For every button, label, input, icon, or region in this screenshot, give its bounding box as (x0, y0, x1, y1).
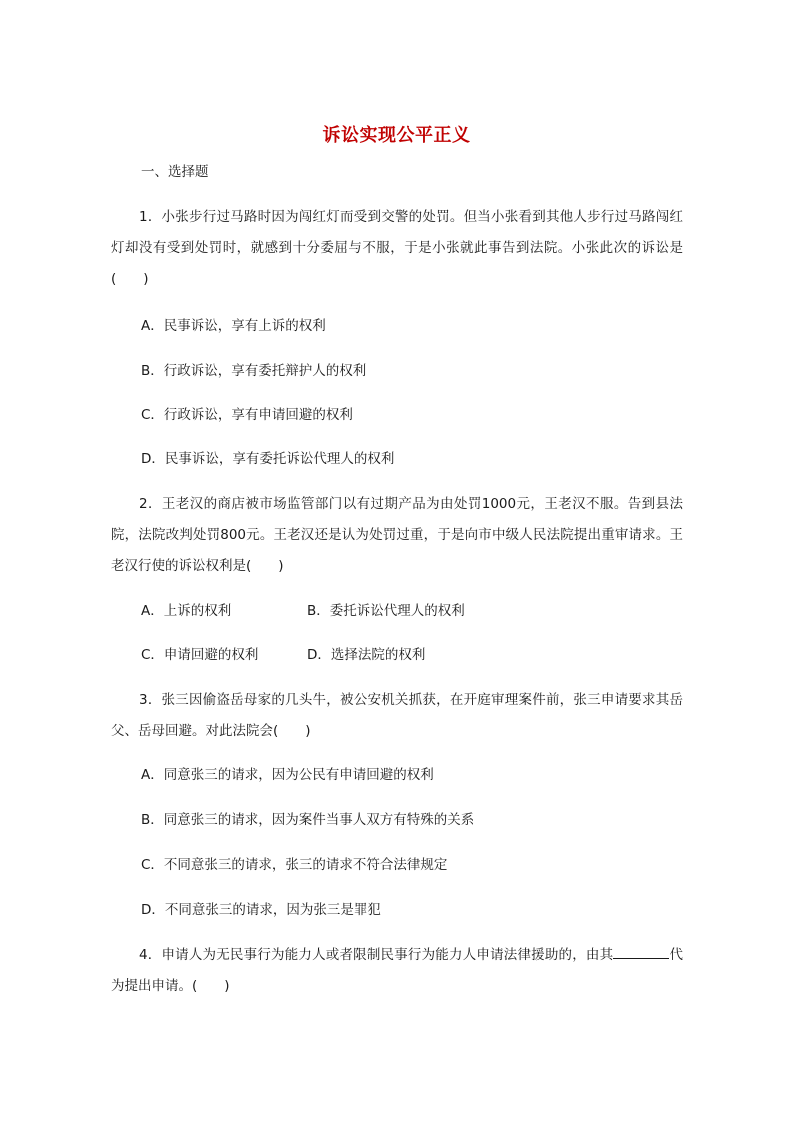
question-1-option-c: C．行政诉讼，享有申请回避的权利 (141, 407, 353, 423)
question-2-option-b: B．委托诉讼代理人的权利 (307, 603, 465, 619)
question-3-option-a: A．同意张三的请求，因为公民有申请回避的权利 (141, 767, 434, 783)
question-4-stem (111, 940, 683, 1002)
question-2-stem: 2．王老汉的商店被市场监管部门以有过期产品为由处罚1000元，王老汉不服。告到县法院，法院改判处罚800元。王老汉还是认为处罚过重，于是向市中级人民法院提出重审请求。王老汉行使的诉讼权利是( ) (111, 496, 683, 574)
section-heading: 一、选择题 (141, 164, 209, 180)
question-3-option-b: B．同意张三的请求，因为案件当事人双方有特殊的关系 (141, 812, 475, 828)
question-1-option-a: A．民事诉讼，享有上诉的权利 (141, 318, 326, 334)
question-3-option-c: C．不同意张三的请求，张三的请求不符合法律规定 (141, 857, 448, 873)
question-1-option-b: B．行政诉讼，享有委托辩护人的权利 (141, 363, 367, 379)
question-1-option-d: D．民事诉讼，享有委托诉讼代理人的权利 (141, 451, 395, 467)
question-1-stem: 1．小张步行过马路时因为闯红灯而受到交警的处罚。但当小张看到其他人步行过马路闯红灯却没有受到处罚时，就感到十分委屈与不服，于是小张就此事告到法院。小张此次的诉讼是( ) (111, 209, 683, 287)
question-4-stem-tail: 代为提出申请。( ) (111, 947, 684, 994)
question-4-stem-text: 4．申请人为无民事行为能力人或者限制民事行为能力人申请法律援助的，由其 (139, 947, 614, 963)
question-2-option-a: A．上诉的权利 (141, 603, 232, 619)
document-title: 诉讼实现公平正义 (322, 125, 471, 146)
question-2-option-c: C．申请回避的权利 (141, 647, 259, 663)
question-2-option-d: D．选择法院的权利 (307, 647, 426, 663)
question-3-stem: 3．张三因偷盗岳母家的几头牛，被公安机关抓获，在开庭审理案件前，张三申请要求其岳父、岳母回避。对此法院会( ) (111, 692, 683, 739)
answer-blank (613, 944, 669, 959)
question-3-option-d: D．不同意张三的请求，因为张三是罪犯 (141, 902, 381, 918)
